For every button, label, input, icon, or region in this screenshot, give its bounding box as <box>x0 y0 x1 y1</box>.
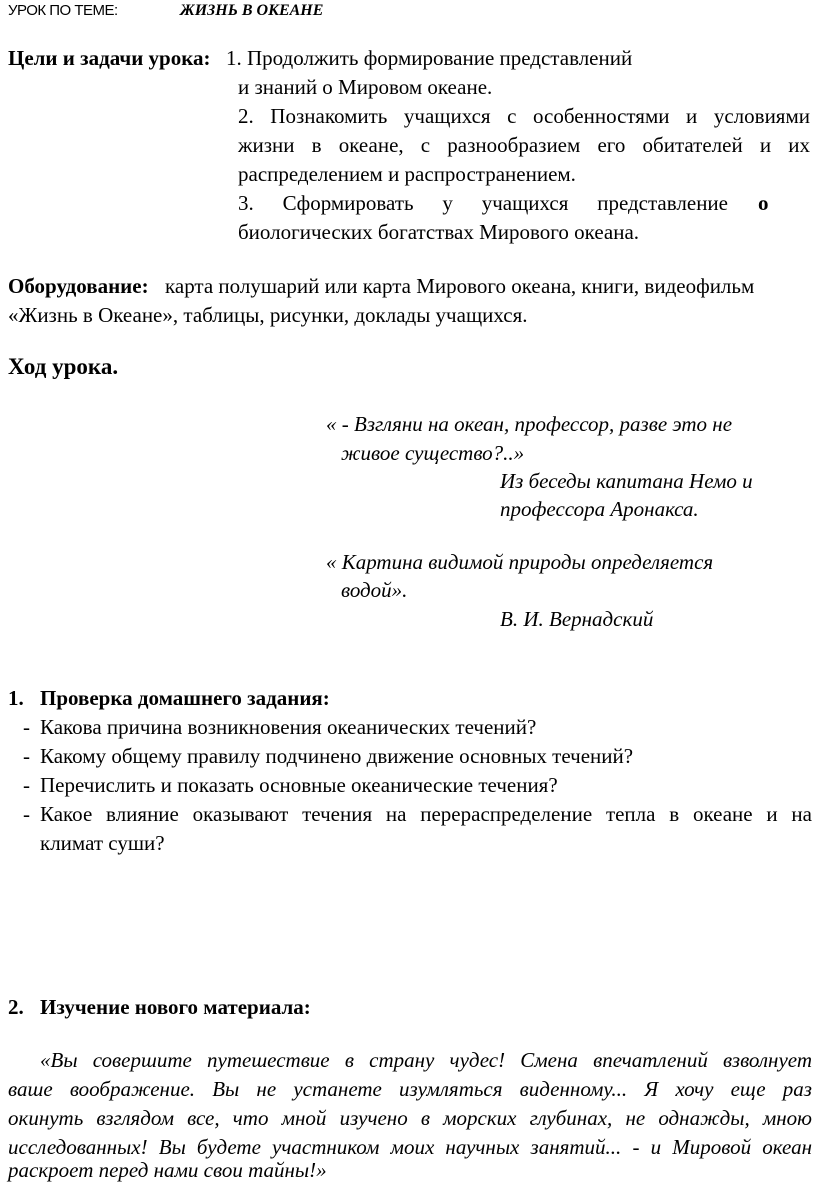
section-number: 2. <box>8 995 24 1019</box>
goals-line: 2. Познакомить учащихся с особенностями и условиями <box>238 104 810 128</box>
section-title: Изучение нового материала: <box>40 995 311 1019</box>
list-item-continuation: климат суши? <box>40 831 165 855</box>
goals-line: и знаний о Мировом океане. <box>238 75 493 99</box>
list-bullet: - <box>23 802 30 826</box>
lesson-heading: Ход урока. <box>8 354 119 379</box>
goals-line: 3. Сформировать у учащихся представление <box>238 191 728 215</box>
epigraph-quote-line: « Картина видимой природы определяется <box>326 550 714 574</box>
equipment-label: Оборудование: <box>8 274 149 298</box>
goals-bold-o: о <box>758 191 769 215</box>
list-item: Какое влияние оказывают течения на перераспределение тепла в океане и на <box>40 802 812 826</box>
header-label: УРОК ПО ТЕМЕ: <box>8 2 118 19</box>
epigraph-source-line: Из беседы капитана Немо и <box>500 469 753 493</box>
section-title: Проверка домашнего задания: <box>40 686 330 710</box>
quote-line: исследованных! Вы будете участником моих научных занятий... - и Мировой океан <box>8 1135 812 1159</box>
list-item: Какова причина возникновения океанических течений? <box>40 715 537 739</box>
quote-line: окинуть взглядом все, что мной изучено в морских глубинах, не однажды, мною <box>8 1106 812 1130</box>
equipment-text-line2: «Жизнь в Океане», таблицы, рисунки, доклады учащихся. <box>8 303 528 327</box>
quote-line: раскроет перед нами свои тайны!» <box>8 1158 327 1182</box>
header-topic: ЖИЗНЬ В ОКЕАНЕ <box>180 2 324 19</box>
epigraph-quote-line: водой». <box>341 578 408 602</box>
list-item: Перечислить и показать основные океанические течения? <box>40 773 558 797</box>
equipment-text-line1: карта полушарий или карта Мирового океана, книги, видеофильм <box>165 274 755 298</box>
epigraph-quote-line: « - Взгляни на океан, профессор, разве это не <box>326 412 733 436</box>
epigraph-source-line: В. И. Вернадский <box>500 607 654 631</box>
list-bullet: - <box>23 744 30 768</box>
goals-line: жизни в океане, с разнообразием его обитателей и их <box>238 133 810 157</box>
list-bullet: - <box>23 773 30 797</box>
section-number: 1. <box>8 686 24 710</box>
epigraph-quote-line: живое существо?..» <box>341 441 525 465</box>
quote-line: «Вы совершите путешествие в страну чудес! Смена впечатлений взволнует <box>40 1048 812 1072</box>
list-bullet: - <box>23 715 30 739</box>
quote-line: ваше воображение. Вы не устанете изумляться виденному... Я хочу еще раз <box>8 1077 812 1101</box>
goals-line: 1. Продолжить формирование представлений <box>226 46 633 70</box>
goals-line: распределением и распространением. <box>238 162 576 186</box>
list-item: Какому общему правилу подчинено движение основных течений? <box>40 744 634 768</box>
goals-line: биологических богатствах Мирового океана. <box>238 220 640 244</box>
epigraph-source-line: профессора Аронакса. <box>500 497 699 521</box>
goals-label: Цели и задачи урока: <box>8 46 211 70</box>
